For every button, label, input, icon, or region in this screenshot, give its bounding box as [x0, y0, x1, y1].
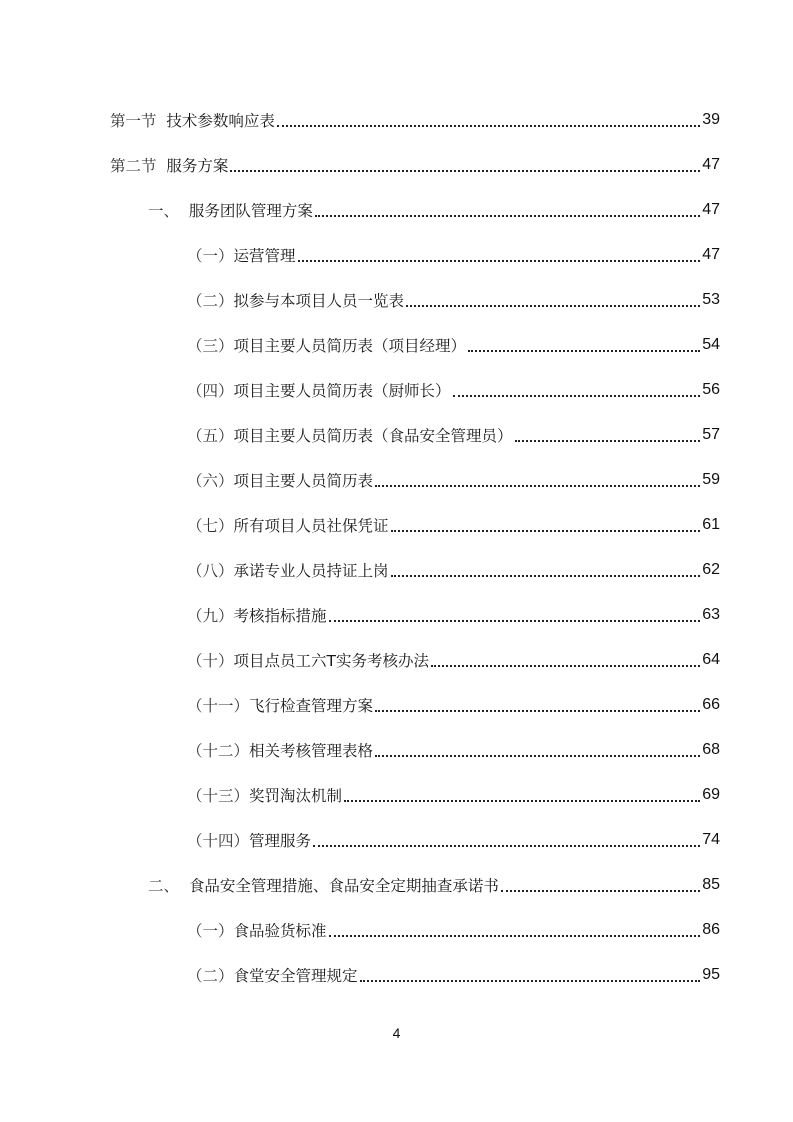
toc-entry-title: 项目主要人员简历表 [233, 471, 374, 490]
toc-entry-page: 53 [702, 290, 720, 308]
toc-entry-item[interactable] [0, 367, 793, 412]
toc-entry-page: 47 [702, 155, 720, 173]
dot-leader [230, 169, 700, 172]
toc-entry-item[interactable] [0, 907, 793, 952]
toc-entry-page: 68 [702, 740, 720, 758]
toc-entry-section-2[interactable] [0, 142, 793, 187]
toc-entry-number: 第二节 [110, 156, 167, 175]
toc-entry-number: （十三） [187, 786, 250, 805]
dot-leader [298, 259, 701, 262]
toc-entry-number: （十二） [187, 741, 250, 760]
dot-leader [313, 844, 700, 847]
toc-entry-subsection-1[interactable] [0, 187, 793, 232]
toc-entry-number: 二、 [148, 876, 189, 895]
toc-entry-item[interactable] [0, 322, 793, 367]
toc-entry-number: （四） [187, 381, 234, 400]
dot-leader [375, 709, 700, 712]
toc-entry-page: 59 [702, 470, 720, 488]
toc-entry-page: 74 [702, 830, 720, 848]
dot-leader [515, 439, 701, 442]
toc-entry-title: 服务方案 [166, 156, 229, 175]
toc-entry-item[interactable] [0, 232, 793, 277]
toc-entry-number: 第一节 [110, 111, 167, 130]
toc-entry-title: 考核指标措施 [233, 606, 327, 625]
page-number: 4 [392, 1025, 401, 1041]
toc-entry-title: 奖罚淘汰机制 [249, 786, 343, 805]
dot-leader [315, 214, 700, 217]
dot-leader [329, 934, 701, 937]
toc-entry-title: 管理服务 [249, 831, 312, 850]
toc-entry-section-1[interactable] [0, 97, 793, 142]
toc-entry-page: 61 [702, 515, 720, 533]
dot-leader [406, 304, 700, 307]
toc-entry-title: 项目主要人员简历表（厨师长） [233, 381, 451, 400]
toc-entry-page: 39 [702, 110, 720, 128]
toc-entry-page: 64 [702, 650, 720, 668]
toc-entry-number: （三） [187, 336, 234, 355]
toc-entry-title: 食品验货标准 [233, 921, 327, 940]
dot-leader [277, 124, 700, 127]
toc-entry-title: 飞行检查管理方案 [249, 696, 374, 715]
toc-entry-title: 相关考核管理表格 [249, 741, 374, 760]
toc-entry-page: 62 [702, 560, 720, 578]
toc-entry-page: 86 [702, 920, 720, 938]
toc-entry-number: （二） [187, 966, 234, 985]
toc-entry-title: 食品安全管理措施、食品安全定期抽查承诺书 [188, 876, 499, 895]
toc-entry-title: 技术参数响应表 [166, 111, 275, 130]
toc-entry-item[interactable] [0, 277, 793, 322]
dot-leader [391, 529, 701, 532]
toc-entry-number: （七） [187, 516, 234, 535]
dot-leader [391, 574, 701, 577]
dot-leader [360, 979, 701, 982]
toc-entry-item[interactable] [0, 592, 793, 637]
toc-entry-page: 47 [702, 245, 720, 263]
toc-entry-page: 54 [702, 335, 720, 353]
toc-entry-number: （八） [187, 561, 234, 580]
toc-entry-title: 承诺专业人员持证上岗 [233, 561, 389, 580]
toc-entry-item[interactable] [0, 412, 793, 457]
toc-entry-number: （十四） [187, 831, 250, 850]
dot-leader [468, 349, 700, 352]
toc-entry-number: （一） [187, 921, 234, 940]
toc-entry-number: 一、 [148, 201, 189, 220]
dot-leader [501, 889, 700, 892]
table-of-contents [0, 97, 793, 997]
toc-entry-page: 57 [702, 425, 720, 443]
toc-entry-title: 运营管理 [233, 246, 296, 265]
toc-entry-number: （二） [187, 291, 234, 310]
dot-leader [453, 394, 701, 397]
dot-leader [375, 484, 700, 487]
toc-entry-number: （十） [187, 651, 234, 670]
toc-entry-item[interactable] [0, 952, 793, 997]
toc-entry-page: 69 [702, 785, 720, 803]
toc-entry-page: 63 [702, 605, 720, 623]
toc-entry-item[interactable] [0, 727, 793, 772]
toc-entry-title: 食堂安全管理规定 [233, 966, 358, 985]
toc-entry-title: 项目主要人员简历表（项目经理） [233, 336, 467, 355]
toc-entry-item[interactable] [0, 457, 793, 502]
toc-entry-title: 所有项目人员社保凭证 [233, 516, 389, 535]
toc-entry-number: （九） [187, 606, 234, 625]
toc-entry-title: 项目主要人员简历表（食品安全管理员） [233, 426, 513, 445]
toc-entry-title: 项目点员工六T实务考核办法 [233, 651, 429, 670]
toc-entry-title: 服务团队管理方案 [188, 201, 313, 220]
toc-entry-page: 85 [702, 875, 720, 893]
toc-entry-item[interactable] [0, 637, 793, 682]
toc-entry-item[interactable] [0, 682, 793, 727]
toc-entry-item[interactable] [0, 772, 793, 817]
toc-entry-title: 拟参与本项目人员一览表 [233, 291, 405, 310]
dot-leader [329, 619, 701, 622]
toc-entry-number: （五） [187, 426, 234, 445]
toc-entry-item[interactable] [0, 502, 793, 547]
toc-entry-item[interactable] [0, 547, 793, 592]
dot-leader [431, 664, 700, 667]
toc-entry-number: （十一） [187, 696, 250, 715]
toc-entry-page: 95 [702, 965, 720, 983]
toc-entry-page: 56 [702, 380, 720, 398]
toc-entry-item[interactable] [0, 817, 793, 862]
toc-entry-page: 66 [702, 695, 720, 713]
dot-leader [375, 754, 700, 757]
toc-entry-number: （六） [187, 471, 234, 490]
dot-leader [344, 799, 700, 802]
toc-entry-subsection-2[interactable] [0, 862, 793, 907]
toc-entry-number: （一） [187, 246, 234, 265]
toc-entry-page: 47 [702, 200, 720, 218]
